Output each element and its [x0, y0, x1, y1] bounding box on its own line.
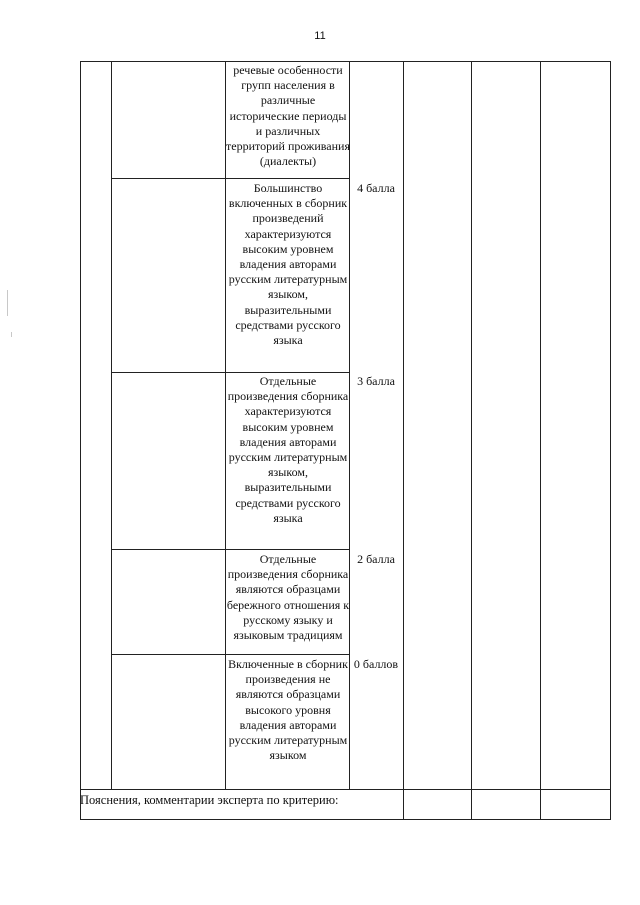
footer-top-border — [80, 789, 611, 790]
criterion-description: Отдельные произведения сборника характеризуются высоким уровнем владения авторами русским литературным языком, выразительными средствами русского языка — [227, 374, 349, 525]
expert-comments-label: Пояснения, комментарии эксперта по критерию: — [80, 793, 339, 807]
table-left-border — [80, 61, 81, 819]
table-col-1-border — [111, 61, 112, 789]
score-value: 0 баллов — [353, 657, 399, 671]
score-value: 2 балла — [357, 552, 395, 566]
table-top-border — [80, 61, 611, 62]
criterion-description: Отдельные произведения сборника являются образцами бережного отношения к русскому языку и языковым традициям — [226, 552, 350, 643]
criterion-description: Большинство включенных в сборник произведений характеризуются высоким уровнем владения авторами русским литературным языком, выразительными средствами русского языка — [228, 181, 348, 348]
criterion-description: речевые особенности групп населения в различные исторические периоды и различных территорий проживания (диалекты) — [226, 63, 350, 169]
table-col-4-border — [403, 61, 404, 819]
row-divider-2 — [111, 372, 350, 373]
criterion-description: Включенные в сборник произведения не являются образцами высокого уровня владения авторами русским литературным языком — [228, 657, 348, 763]
page-number: 11 — [314, 30, 326, 42]
table-right-border — [610, 61, 611, 819]
score-value: 4 балла — [357, 181, 395, 195]
row-divider-3 — [111, 549, 350, 550]
table-col-6-border — [540, 61, 541, 819]
row-divider-1 — [111, 178, 350, 179]
scan-artifact — [7, 290, 8, 316]
score-value: 3 балла — [357, 374, 395, 388]
row-divider-4 — [111, 654, 350, 655]
table-col-5-border — [471, 61, 472, 819]
table-bottom-border — [80, 819, 611, 820]
scan-artifact — [11, 332, 12, 337]
